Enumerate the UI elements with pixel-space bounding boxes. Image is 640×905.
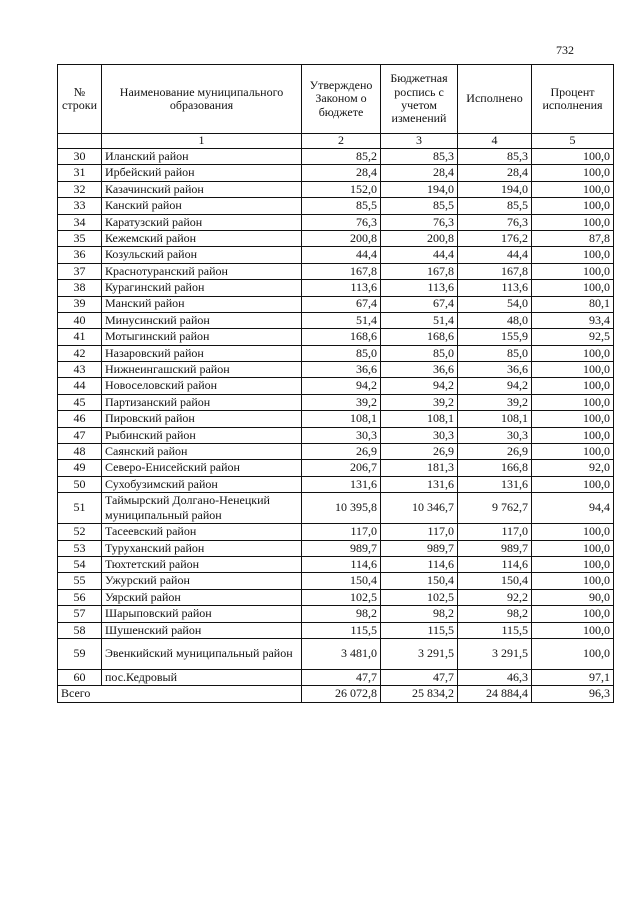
table-row (58, 345, 614, 361)
executed-value: 166,8 (458, 460, 532, 476)
table-row (58, 638, 614, 669)
schedule-value: 76,3 (381, 214, 458, 230)
row-number: 54 (58, 556, 102, 572)
municipality-name: Манский район (102, 296, 302, 312)
row-number: 37 (58, 263, 102, 279)
municipality-name: Таймырский Долгано-Ненецкий муниципальный район (102, 493, 302, 524)
municipality-name: Ужурский район (102, 573, 302, 589)
table-row (58, 460, 614, 476)
executed-value: 98,2 (458, 606, 532, 622)
schedule-value: 10 346,7 (381, 493, 458, 524)
executed-value: 26,9 (458, 444, 532, 460)
table-row (58, 540, 614, 556)
table-row (58, 444, 614, 460)
table-row (58, 493, 614, 524)
approved-value: 76,3 (302, 214, 381, 230)
table-row (58, 622, 614, 638)
executed-value: 54,0 (458, 296, 532, 312)
table-row (58, 280, 614, 296)
approved-value: 150,4 (302, 573, 381, 589)
approved-value: 114,6 (302, 556, 381, 572)
schedule-value: 85,0 (381, 345, 458, 361)
percent-value: 100,0 (532, 606, 614, 622)
table-row (58, 556, 614, 572)
municipality-name: Минусинский район (102, 312, 302, 328)
row-number: 46 (58, 411, 102, 427)
executed-value: 28,4 (458, 165, 532, 181)
schedule-value: 67,4 (381, 296, 458, 312)
row-number: 44 (58, 378, 102, 394)
row-number: 43 (58, 362, 102, 378)
municipality-name: Мотыгинский район (102, 329, 302, 345)
header-approved-by-law: Утверждено Законом о бюджете (302, 65, 381, 134)
approved-value: 102,5 (302, 589, 381, 605)
executed-value: 194,0 (458, 181, 532, 197)
municipality-name: Ирбейский район (102, 165, 302, 181)
row-number: 49 (58, 460, 102, 476)
schedule-value: 168,6 (381, 329, 458, 345)
schedule-value: 3 291,5 (381, 638, 458, 669)
schedule-value: 47,7 (381, 669, 458, 685)
budget-execution-table (57, 64, 614, 703)
municipality-name: Назаровский район (102, 345, 302, 361)
percent-value: 87,8 (532, 230, 614, 246)
schedule-value: 114,6 (381, 556, 458, 572)
municipality-name: Тюхтетский район (102, 556, 302, 572)
approved-value: 85,0 (302, 345, 381, 361)
percent-value: 100,0 (532, 524, 614, 540)
header-budget-schedule: Бюджетная роспись с учетом изменений (381, 65, 458, 134)
table-row (58, 214, 614, 230)
approved-value: 26,9 (302, 444, 381, 460)
schedule-value: 989,7 (381, 540, 458, 556)
table-row (58, 573, 614, 589)
percent-value: 92,5 (532, 329, 614, 345)
column-index: 5 (532, 134, 614, 149)
percent-value: 94,4 (532, 493, 614, 524)
municipality-name: Саянский район (102, 444, 302, 460)
executed-value: 85,3 (458, 149, 532, 165)
approved-value: 51,4 (302, 312, 381, 328)
municipality-name: Казачинский район (102, 181, 302, 197)
row-number: 31 (58, 165, 102, 181)
schedule-value: 102,5 (381, 589, 458, 605)
header-row-number: № строки (58, 65, 102, 134)
percent-value: 100,0 (532, 280, 614, 296)
approved-value: 67,4 (302, 296, 381, 312)
table-row (58, 362, 614, 378)
percent-value: 97,1 (532, 669, 614, 685)
executed-value: 113,6 (458, 280, 532, 296)
row-number: 38 (58, 280, 102, 296)
percent-value: 100,0 (532, 427, 614, 443)
municipality-name: Уярский район (102, 589, 302, 605)
table-row (58, 378, 614, 394)
executed-value: 167,8 (458, 263, 532, 279)
percent-value: 90,0 (532, 589, 614, 605)
row-number: 41 (58, 329, 102, 345)
total-percent: 96,3 (532, 686, 614, 702)
row-number: 55 (58, 573, 102, 589)
executed-value: 176,2 (458, 230, 532, 246)
schedule-value: 85,3 (381, 149, 458, 165)
table-row (58, 606, 614, 622)
approved-value: 108,1 (302, 411, 381, 427)
executed-value: 76,3 (458, 214, 532, 230)
approved-value: 30,3 (302, 427, 381, 443)
schedule-value: 85,5 (381, 198, 458, 214)
schedule-value: 181,3 (381, 460, 458, 476)
executed-value: 155,9 (458, 329, 532, 345)
municipality-name: Партизанский район (102, 394, 302, 410)
schedule-value: 28,4 (381, 165, 458, 181)
approved-value: 152,0 (302, 181, 381, 197)
schedule-value: 108,1 (381, 411, 458, 427)
schedule-value: 200,8 (381, 230, 458, 246)
percent-value: 92,0 (532, 460, 614, 476)
table-row (58, 329, 614, 345)
executed-value: 44,4 (458, 247, 532, 263)
percent-value: 100,0 (532, 214, 614, 230)
municipality-name: Канский район (102, 198, 302, 214)
row-number: 32 (58, 181, 102, 197)
executed-value: 117,0 (458, 524, 532, 540)
percent-value: 100,0 (532, 378, 614, 394)
schedule-value: 51,4 (381, 312, 458, 328)
executed-value: 92,2 (458, 589, 532, 605)
table-row (58, 411, 614, 427)
row-number: 51 (58, 493, 102, 524)
executed-value: 3 291,5 (458, 638, 532, 669)
schedule-value: 39,2 (381, 394, 458, 410)
approved-value: 989,7 (302, 540, 381, 556)
column-index: 4 (458, 134, 532, 149)
row-number: 36 (58, 247, 102, 263)
table-row (58, 165, 614, 181)
table-row (58, 669, 614, 685)
municipality-name: Козульский район (102, 247, 302, 263)
table-row (58, 230, 614, 246)
municipality-name: Краснотуранский район (102, 263, 302, 279)
executed-value: 150,4 (458, 573, 532, 589)
approved-value: 115,5 (302, 622, 381, 638)
column-index: 3 (381, 134, 458, 149)
approved-value: 98,2 (302, 606, 381, 622)
table-body (58, 149, 614, 703)
schedule-value: 194,0 (381, 181, 458, 197)
executed-value: 85,0 (458, 345, 532, 361)
schedule-value: 131,6 (381, 476, 458, 492)
executed-value: 48,0 (458, 312, 532, 328)
schedule-value: 150,4 (381, 573, 458, 589)
percent-value: 100,0 (532, 622, 614, 638)
percent-value: 100,0 (532, 181, 614, 197)
executed-value: 131,6 (458, 476, 532, 492)
row-number: 33 (58, 198, 102, 214)
municipality-name: Новоселовский район (102, 378, 302, 394)
approved-value: 113,6 (302, 280, 381, 296)
percent-value: 100,0 (532, 362, 614, 378)
approved-value: 39,2 (302, 394, 381, 410)
approved-value: 3 481,0 (302, 638, 381, 669)
percent-value: 100,0 (532, 149, 614, 165)
percent-value: 80,1 (532, 296, 614, 312)
row-number: 30 (58, 149, 102, 165)
table-row (58, 394, 614, 410)
header-execution-percent: Процент исполнения (532, 65, 614, 134)
municipality-name: Северо-Енисейский район (102, 460, 302, 476)
table-row (58, 149, 614, 165)
percent-value: 100,0 (532, 345, 614, 361)
municipality-name: Сухобузимский район (102, 476, 302, 492)
row-number: 56 (58, 589, 102, 605)
executed-value: 30,3 (458, 427, 532, 443)
schedule-value: 98,2 (381, 606, 458, 622)
table-row (58, 312, 614, 328)
row-number: 35 (58, 230, 102, 246)
municipality-name: Пировский район (102, 411, 302, 427)
row-number: 58 (58, 622, 102, 638)
total-executed: 24 884,4 (458, 686, 532, 702)
executed-value: 94,2 (458, 378, 532, 394)
schedule-value: 36,6 (381, 362, 458, 378)
column-index: 1 (102, 134, 302, 149)
schedule-value: 30,3 (381, 427, 458, 443)
municipality-name: Рыбинский район (102, 427, 302, 443)
executed-value: 114,6 (458, 556, 532, 572)
municipality-name: Кежемский район (102, 230, 302, 246)
column-index: 2 (302, 134, 381, 149)
percent-value: 100,0 (532, 540, 614, 556)
row-number: 39 (58, 296, 102, 312)
approved-value: 10 395,8 (302, 493, 381, 524)
approved-value: 200,8 (302, 230, 381, 246)
executed-value: 989,7 (458, 540, 532, 556)
row-number: 47 (58, 427, 102, 443)
schedule-value: 94,2 (381, 378, 458, 394)
table-row (58, 263, 614, 279)
municipality-name: Туруханский район (102, 540, 302, 556)
row-number: 53 (58, 540, 102, 556)
row-number: 42 (58, 345, 102, 361)
percent-value: 100,0 (532, 394, 614, 410)
column-index-row (58, 134, 614, 149)
municipality-name: Нижнеингашский район (102, 362, 302, 378)
total-row (58, 686, 614, 702)
row-number: 59 (58, 638, 102, 669)
percent-value: 93,4 (532, 312, 614, 328)
schedule-value: 26,9 (381, 444, 458, 460)
table-row (58, 247, 614, 263)
approved-value: 94,2 (302, 378, 381, 394)
row-number: 52 (58, 524, 102, 540)
executed-value: 46,3 (458, 669, 532, 685)
page-number: 732 (556, 43, 574, 57)
percent-value: 100,0 (532, 263, 614, 279)
percent-value: 100,0 (532, 638, 614, 669)
row-number: 50 (58, 476, 102, 492)
municipality-name: Тасеевский район (102, 524, 302, 540)
approved-value: 44,4 (302, 247, 381, 263)
municipality-name: Шарыповский район (102, 606, 302, 622)
column-index-empty (58, 134, 102, 149)
municipality-name: Шушенский район (102, 622, 302, 638)
total-schedule: 25 834,2 (381, 686, 458, 702)
header-executed: Исполнено (458, 65, 532, 134)
table-row (58, 296, 614, 312)
table-row (58, 524, 614, 540)
row-number: 40 (58, 312, 102, 328)
percent-value: 100,0 (532, 165, 614, 181)
schedule-value: 113,6 (381, 280, 458, 296)
schedule-value: 117,0 (381, 524, 458, 540)
row-number: 34 (58, 214, 102, 230)
row-number: 45 (58, 394, 102, 410)
total-approved: 26 072,8 (302, 686, 381, 702)
schedule-value: 115,5 (381, 622, 458, 638)
municipality-name: Каратузский район (102, 214, 302, 230)
table-row (58, 181, 614, 197)
row-number: 48 (58, 444, 102, 460)
executed-value: 39,2 (458, 394, 532, 410)
municipality-name: Курагинский район (102, 280, 302, 296)
executed-value: 9 762,7 (458, 493, 532, 524)
table-row (58, 589, 614, 605)
row-number: 60 (58, 669, 102, 685)
executed-value: 36,6 (458, 362, 532, 378)
approved-value: 131,6 (302, 476, 381, 492)
municipality-name: Иланский район (102, 149, 302, 165)
percent-value: 100,0 (532, 198, 614, 214)
schedule-value: 167,8 (381, 263, 458, 279)
approved-value: 167,8 (302, 263, 381, 279)
approved-value: 47,7 (302, 669, 381, 685)
municipality-name: пос.Кедровый (102, 669, 302, 685)
schedule-value: 44,4 (381, 247, 458, 263)
percent-value: 100,0 (532, 411, 614, 427)
table-row (58, 476, 614, 492)
row-number: 57 (58, 606, 102, 622)
percent-value: 100,0 (532, 573, 614, 589)
percent-value: 100,0 (532, 476, 614, 492)
approved-value: 85,2 (302, 149, 381, 165)
percent-value: 100,0 (532, 444, 614, 460)
approved-value: 85,5 (302, 198, 381, 214)
executed-value: 85,5 (458, 198, 532, 214)
header-municipality-name: Наименование муниципального образования (102, 65, 302, 134)
approved-value: 206,7 (302, 460, 381, 476)
executed-value: 115,5 (458, 622, 532, 638)
percent-value: 100,0 (532, 247, 614, 263)
approved-value: 28,4 (302, 165, 381, 181)
executed-value: 108,1 (458, 411, 532, 427)
approved-value: 36,6 (302, 362, 381, 378)
total-label: Всего (58, 686, 302, 702)
table-row (58, 198, 614, 214)
approved-value: 117,0 (302, 524, 381, 540)
percent-value: 100,0 (532, 556, 614, 572)
table-header-row (58, 65, 614, 134)
table-row (58, 427, 614, 443)
municipality-name: Эвенкийский муниципальный район (102, 638, 302, 669)
approved-value: 168,6 (302, 329, 381, 345)
